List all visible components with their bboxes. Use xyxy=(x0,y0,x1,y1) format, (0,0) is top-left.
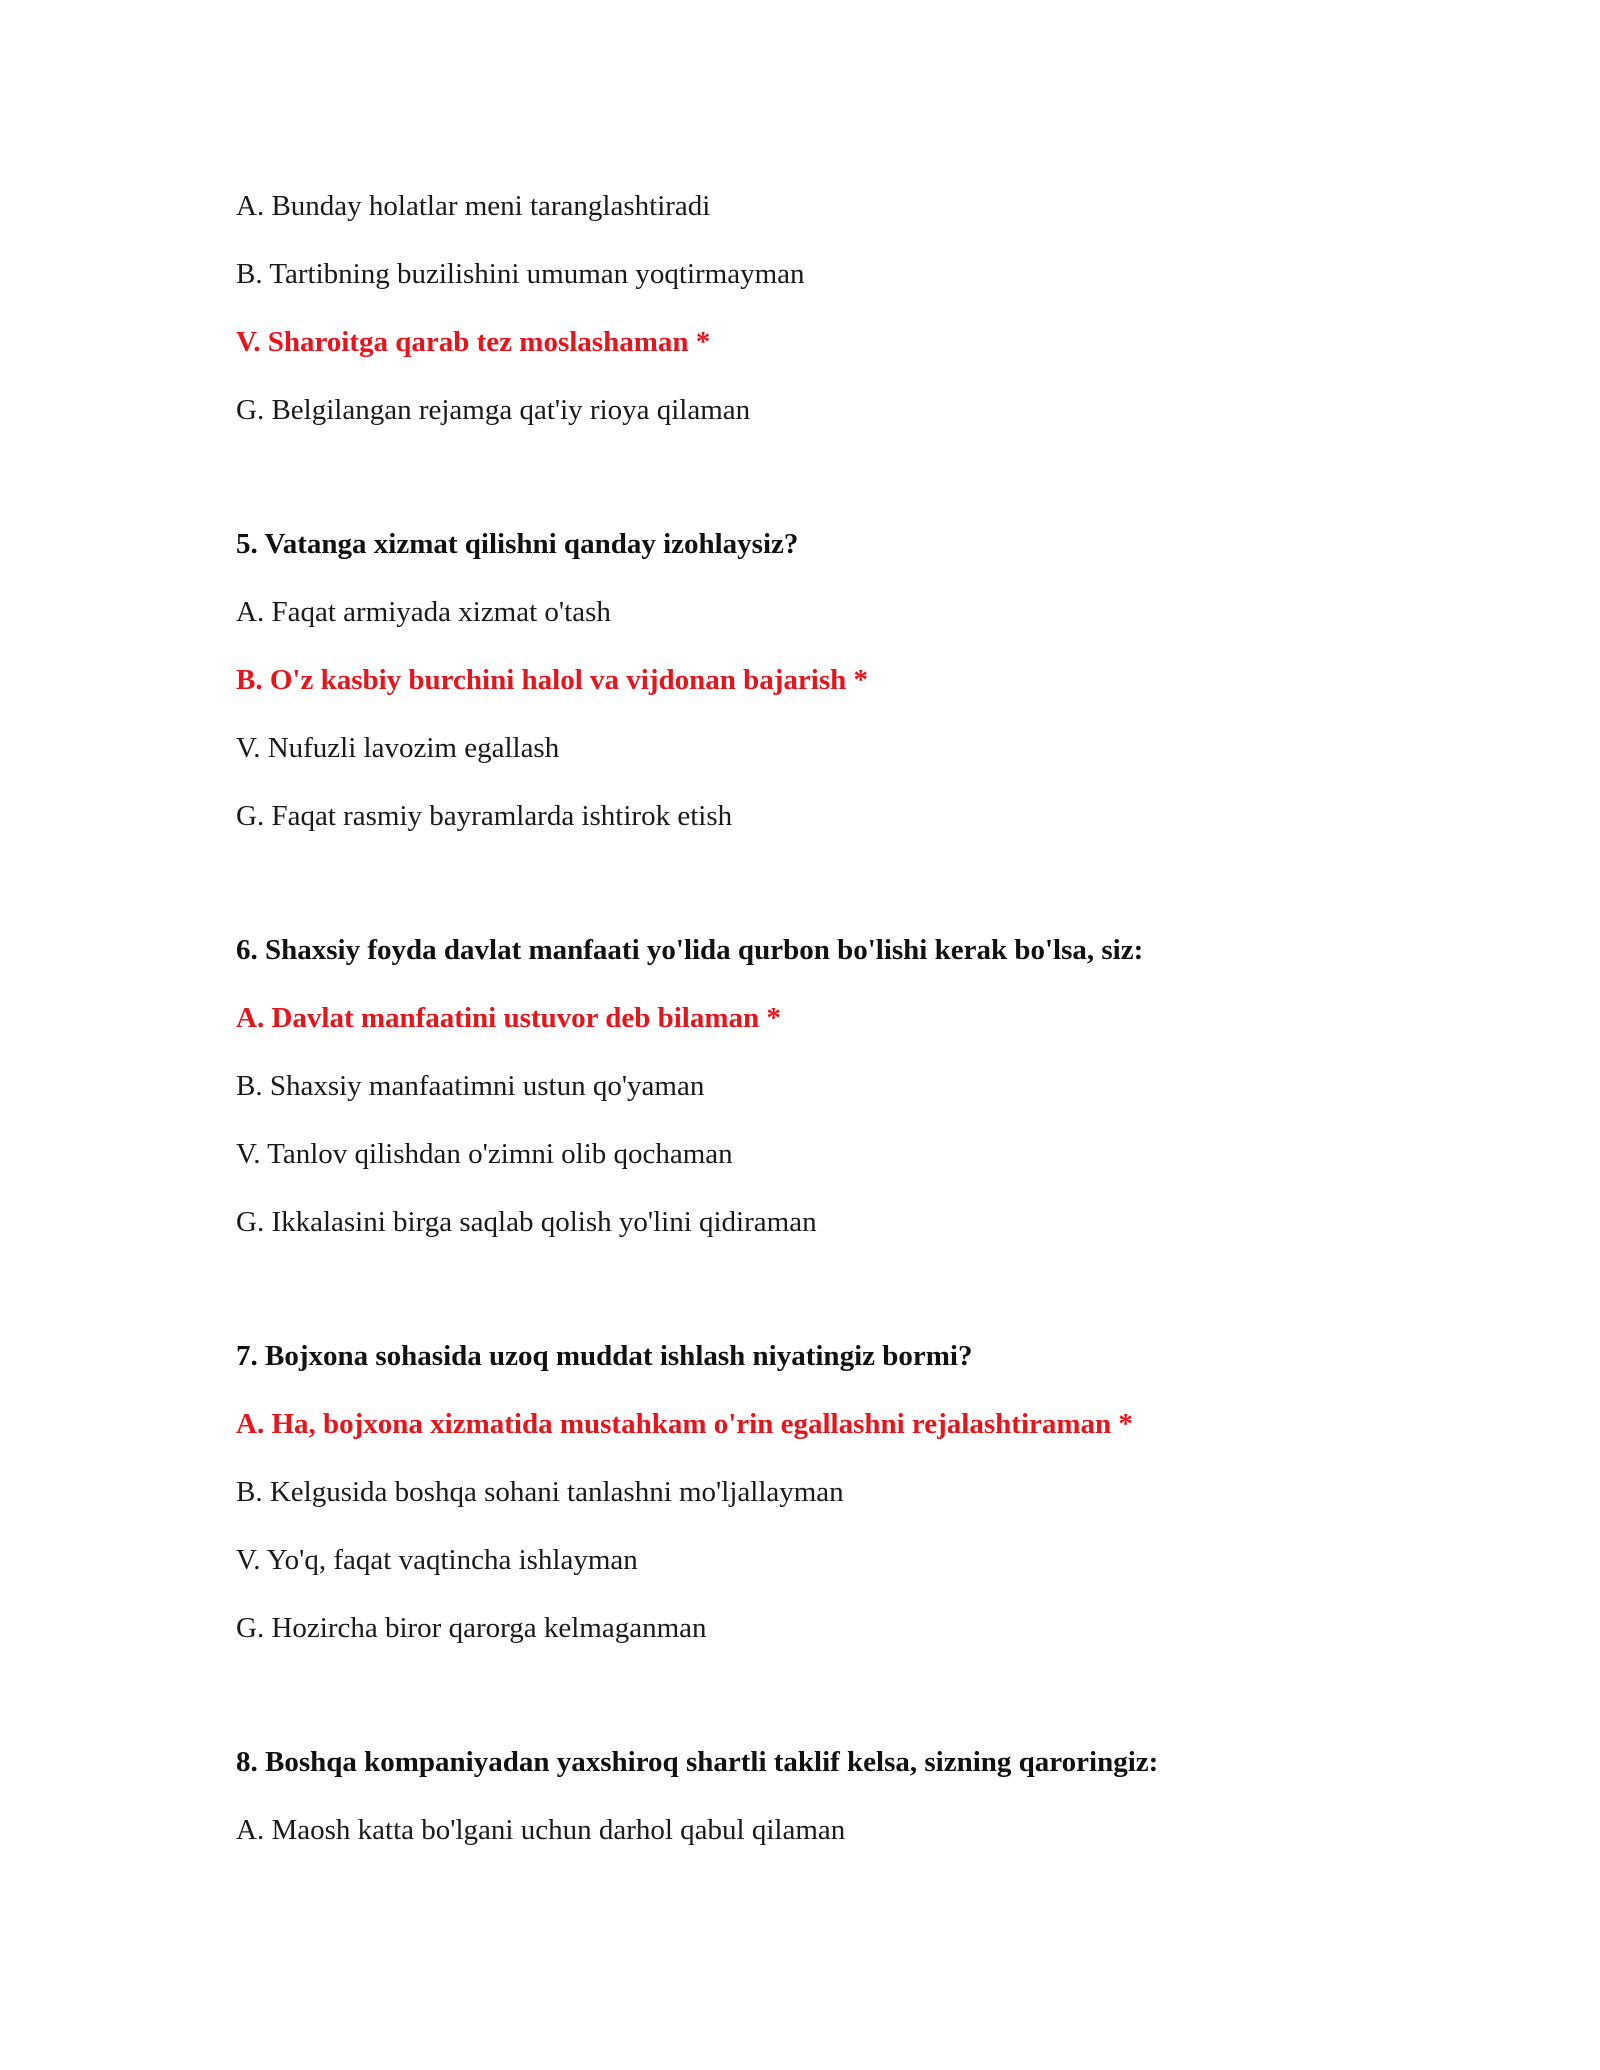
answer-option: B. Kelgusida boshqa sohani tanlashni mo'ljallayman xyxy=(236,1476,844,1508)
answer-option: V. Tanlov qilishdan o'zimni olib qochaman xyxy=(236,1138,733,1170)
block-spacer xyxy=(236,1262,1436,1328)
block-spacer xyxy=(236,856,1436,922)
answer-option: A. Bunday holatlar meni taranglashtiradi xyxy=(236,190,711,222)
answer-option: B. Tartibning buzilishini umuman yoqtirmayman xyxy=(236,258,805,290)
question-block xyxy=(236,178,1436,450)
answer-option: G. Hozircha biror qarorga kelmaganman xyxy=(236,1612,707,1644)
answer-option-correct: V. Sharoitga qarab tez moslashaman * xyxy=(236,326,711,358)
answer-option: V. Nufuzli lavozim egallash xyxy=(236,732,560,764)
question-title: 8. Boshqa kompaniyadan yaxshiroq shartli taklif kelsa, sizning qaroringiz: xyxy=(236,1746,1159,1778)
answer-option-correct: A. Davlat manfaatini ustuvor deb bilaman * xyxy=(236,1002,781,1034)
answer-option: G. Faqat rasmiy bayramlarda ishtirok etish xyxy=(236,800,733,832)
question-block xyxy=(236,1262,1436,1668)
answer-option-correct: A. Ha, bojxona xizmatida mustahkam o'rin egallashni rejalashtiraman * xyxy=(236,1408,1133,1440)
answer-option-correct: B. O'z kasbiy burchini halol va vijdonan bajarish * xyxy=(236,664,868,696)
quiz-page xyxy=(236,178,1436,1870)
block-spacer xyxy=(236,450,1436,516)
question-title: 5. Vatanga xizmat qilishni qanday izohlaysiz? xyxy=(236,528,799,560)
question-block xyxy=(236,1668,1436,1870)
answer-option: G. Belgilangan rejamga qat'iy rioya qilaman xyxy=(236,394,751,426)
answer-option: B. Shaxsiy manfaatimni ustun qo'yaman xyxy=(236,1070,705,1102)
answer-option: V. Yo'q, faqat vaqtincha ishlayman xyxy=(236,1544,638,1576)
question-block xyxy=(236,856,1436,1262)
answer-option: G. Ikkalasini birga saqlab qolish yo'lini qidiraman xyxy=(236,1206,817,1238)
answer-option: A. Faqat armiyada xizmat o'tash xyxy=(236,596,611,628)
question-title: 7. Bojxona sohasida uzoq muddat ishlash niyatingiz bormi? xyxy=(236,1340,973,1372)
answer-option: A. Maosh katta bo'lgani uchun darhol qabul qilaman xyxy=(236,1814,846,1846)
question-block xyxy=(236,450,1436,856)
block-spacer xyxy=(236,1668,1436,1734)
question-title: 6. Shaxsiy foyda davlat manfaati yo'lida qurbon bo'lishi kerak bo'lsa, siz: xyxy=(236,934,1144,966)
